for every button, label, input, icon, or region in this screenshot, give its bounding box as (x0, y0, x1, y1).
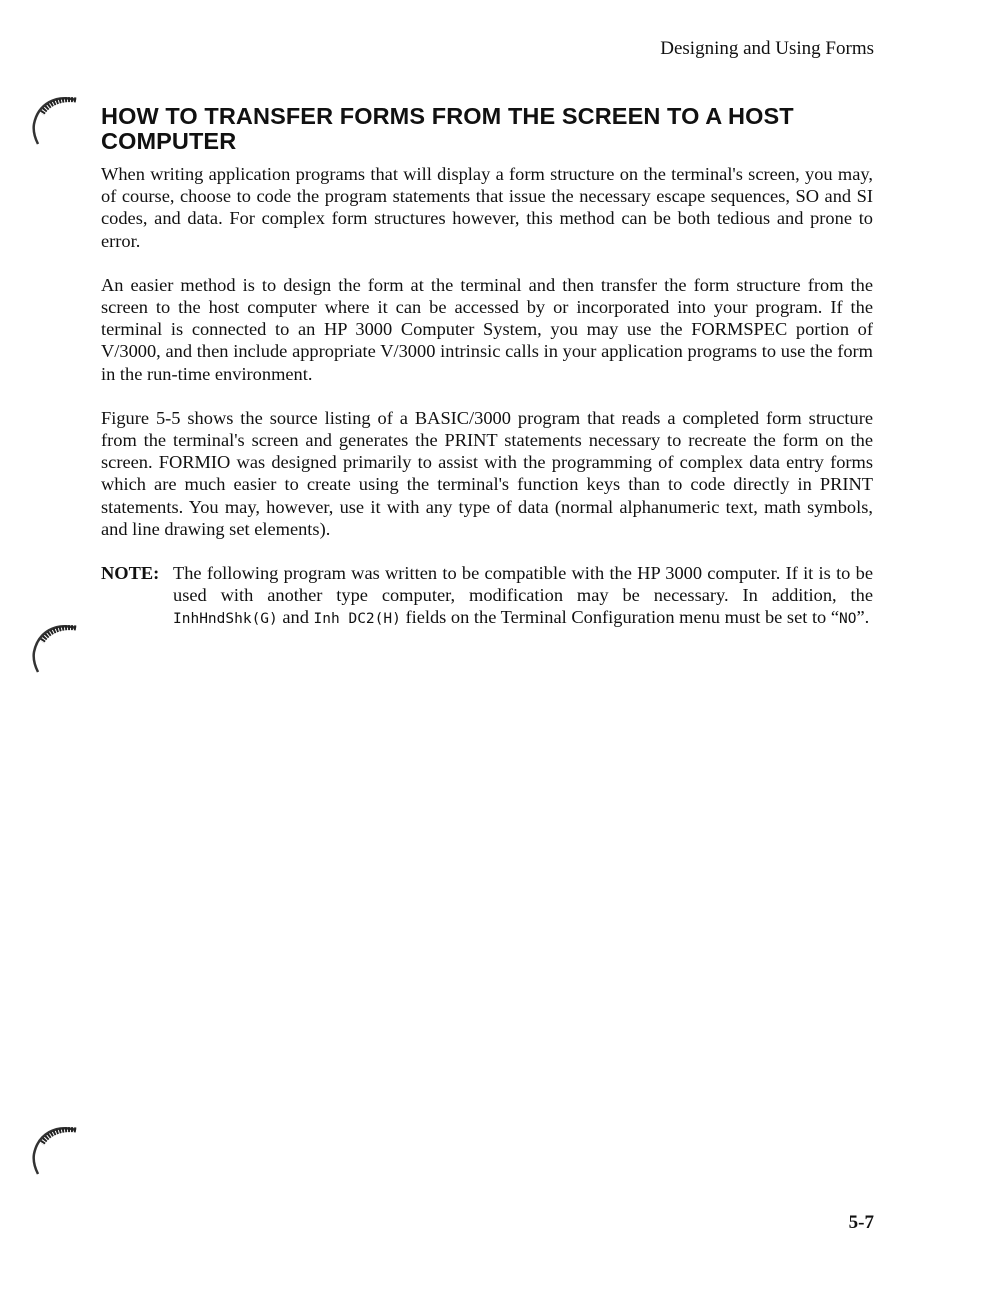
note-text-part: The following program was written to be compatible with the HP 3000 computer. If it is to be used with another type computer, modification may be necessary. In addition, the (173, 563, 873, 606)
page-number: 5-7 (848, 1212, 874, 1233)
note-text-part: fields on the Terminal Configuration menu must be set to “ (405, 607, 840, 628)
config-field-inh-dc2: Inh DC2(H) (313, 611, 401, 628)
note-label: NOTE: (101, 563, 160, 584)
paragraph-intro: When writing application programs that will display a form structure on the terminal's screen, you may, of course, choose to code the program statements that issue the necessary escape sequences, SO and SI codes, and data. For complex form structures however, this method can be both tedious and prone to error. (101, 164, 873, 251)
note-text-part: ”. (856, 607, 870, 628)
note-block (101, 562, 873, 631)
config-field-inhhndshk: InhHndShk(G) (173, 611, 278, 628)
section-title: HOW TO TRANSFER FORMS FROM THE SCREEN TO A HOST COMPUTER (101, 103, 794, 154)
note-text-part: and (282, 607, 309, 628)
paragraph-easier-method: An easier method is to design the form at the terminal and then transfer the form structure from the screen to the host computer where it can be accessed by or incorporated into your program. If the terminal is connected to an HP 3000 Computer System, you may use the FORMSPEC portion of V/3000, and then include appropriate V/3000 intrinsic calls in your application programs to use the form in the run-time environment. (101, 274, 873, 384)
binder-hole-mark-icon (26, 1116, 86, 1186)
paragraph-figure-reference: Figure 5-5 shows the source listing of a BASIC/3000 program that reads a completed form structure from the terminal's screen and generates the PRINT statements necessary to recreate the form on the screen. FORMIO was designed primarily to assist with the programming of complex data entry forms which are much easier to create using the terminal's function keys than to code directly in PRINT statements. You may, however, use it with any type of data (normal alphanumeric text, math symbols, and line drawing set elements). (101, 407, 873, 539)
binder-hole-mark-icon (26, 614, 86, 684)
running-header: Designing and Using Forms (660, 38, 874, 59)
binder-hole-mark-icon (26, 86, 86, 156)
body-text (101, 163, 873, 631)
note-text (173, 562, 873, 631)
config-value-no: NO (839, 611, 857, 628)
